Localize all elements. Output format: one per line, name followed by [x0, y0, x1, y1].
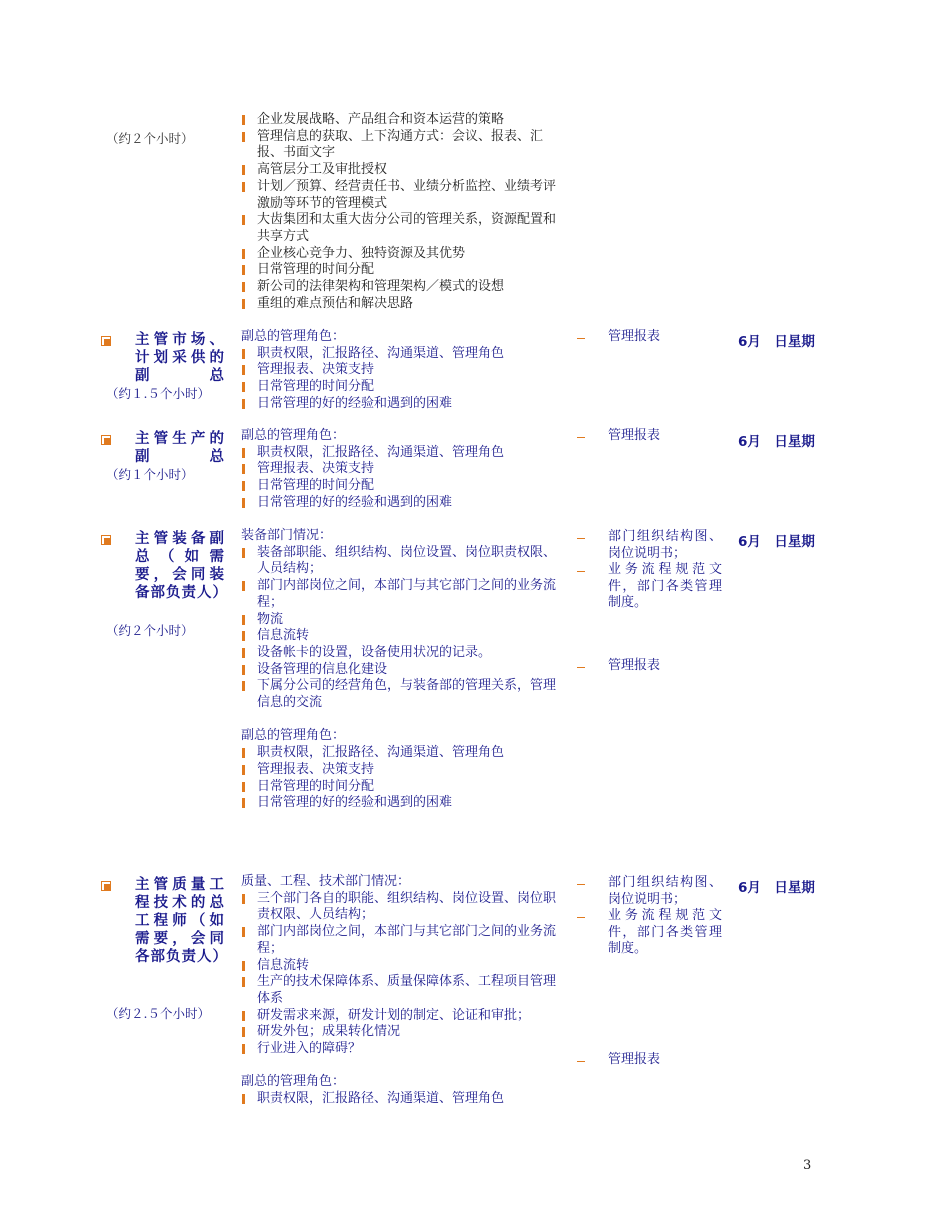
list-item: 物流	[241, 612, 566, 629]
dash-icon	[577, 437, 585, 438]
section-heading: 副总的管理角色：	[241, 329, 346, 344]
section1-title: 主管市场、计划采供的副总	[135, 332, 225, 384]
list-item: 重组的难点预估和解决思路	[241, 296, 566, 313]
list-item: 日常管理的时间分配	[241, 262, 566, 279]
checkbox-icon	[101, 535, 111, 545]
list-item: 职责权限，汇报路径、沟通渠道、管理角色	[241, 346, 566, 363]
section-heading: 副总的管理角色：	[241, 428, 346, 443]
section3-doc: 部门组织结构图、岗位说明书；	[608, 529, 722, 561]
section4-time: （约２.５个小时）	[106, 1006, 210, 1021]
list-item: 企业核心竞争力、独特资源及其优势	[241, 246, 566, 263]
dash-icon	[577, 571, 585, 572]
list-item: 信息流转	[241, 958, 566, 975]
list-item: 装备部职能、组织结构、岗位设置、岗位职责权限、人员结构；	[241, 545, 566, 578]
section2-title: 主管生产的副总	[135, 431, 225, 465]
list-item: 生产的技术保障体系、质量保障体系、工程项目管理体系	[241, 974, 566, 1007]
section2-time: （约１个小时）	[106, 467, 194, 482]
list-item: 日常管理的好的经验和遇到的困难	[241, 795, 566, 812]
list-item: 研发外包；成果转化情况	[241, 1024, 566, 1041]
section1-content	[241, 329, 566, 413]
section0-content	[241, 112, 566, 312]
list-item: 管理报表、决策支持	[241, 762, 566, 779]
list-item: 大齿集团和太重大齿分公司的管理关系，资源配置和共享方式	[241, 212, 566, 245]
list-item: 管理报表、决策支持	[241, 461, 566, 478]
section3-content	[241, 528, 566, 812]
list-item: 日常管理的时间分配	[241, 779, 566, 796]
dash-icon	[577, 538, 585, 539]
checkbox-icon	[101, 881, 111, 891]
section4-doc: 业务流程规范文件，部门各类管理制度。	[608, 908, 722, 956]
section4-content	[241, 874, 566, 1108]
list-item: 职责权限，汇报路径、沟通渠道、管理角色	[241, 1091, 566, 1108]
list-item: 部门内部岗位之间，本部门与其它部门之间的业务流程；	[241, 924, 566, 957]
list-item: 日常管理的时间分配	[241, 478, 566, 495]
section4-date: 6月 日星期	[738, 880, 815, 896]
checkbox-icon	[101, 336, 111, 346]
section4-title: 主管质量工程技术的总工程师（如需要，会同各部负责人）	[135, 877, 228, 965]
page-number: 3	[803, 1158, 812, 1173]
list-item: 计划／预算、经营责任书、业绩分析监控、业绩考评激励等环节的管理模式	[241, 179, 566, 212]
section1-doc: 管理报表	[608, 329, 661, 344]
list-item: 设备帐卡的设置，设备使用状况的记录。	[241, 645, 566, 662]
section2-doc: 管理报表	[608, 428, 661, 443]
dash-icon	[577, 1061, 585, 1062]
section-heading: 副总的管理角色：	[241, 728, 346, 744]
section-heading: 装备部门情况：	[241, 528, 333, 543]
dash-icon	[577, 917, 585, 918]
section1-time: （约１.５个小时）	[106, 386, 210, 401]
list-item: 下属分公司的经营角色，与装备部的管理关系，管理信息的交流	[241, 678, 566, 711]
section-heading: 副总的管理角色：	[241, 1074, 346, 1090]
section3-date: 6月 日星期	[738, 534, 815, 550]
section3-title: 主管装备副总（如需要，会同装备部负责人）	[135, 531, 228, 601]
list-item: 日常管理的好的经验和遇到的困难	[241, 495, 566, 512]
list-item: 职责权限，汇报路径、沟通渠道、管理角色	[241, 445, 566, 462]
list-item: 行业进入的障碍？	[241, 1041, 566, 1058]
section3-doc: 业务流程规范文件，部门各类管理制度。	[608, 562, 722, 610]
section3-time: （约２个小时）	[106, 623, 194, 638]
list-item: 信息流转	[241, 628, 566, 645]
section0-time: （约２个小时）	[106, 131, 194, 146]
list-item: 日常管理的时间分配	[241, 379, 566, 396]
section3-doc: 管理报表	[608, 658, 661, 673]
section-heading: 质量、工程、技术部门情况：	[241, 874, 411, 889]
list-item: 管理信息的获取、上下沟通方式：会议、报表、汇报、书面文字	[241, 129, 566, 162]
section4-doc: 管理报表	[608, 1052, 661, 1067]
list-item: 研发需求来源，研发计划的制定、论证和审批；	[241, 1008, 566, 1025]
list-item: 职责权限，汇报路径、沟通渠道、管理角色	[241, 745, 566, 762]
list-item: 新公司的法律架构和管理架构／模式的设想	[241, 279, 566, 296]
section4-doc: 部门组织结构图、岗位说明书；	[608, 875, 722, 907]
dash-icon	[577, 338, 585, 339]
section2-date: 6月 日星期	[738, 434, 815, 450]
dash-icon	[577, 667, 585, 668]
list-item: 三个部门各自的职能、组织结构、岗位设置、岗位职责权限、人员结构；	[241, 891, 566, 924]
list-item: 高管层分工及审批授权	[241, 162, 566, 179]
list-item: 设备管理的信息化建设	[241, 662, 566, 679]
list-item: 部门内部岗位之间，本部门与其它部门之间的业务流程；	[241, 578, 566, 611]
section1-date: 6月 日星期	[738, 334, 815, 350]
section2-content	[241, 428, 566, 512]
list-item: 管理报表、决策支持	[241, 362, 566, 379]
list-item: 企业发展战略、产品组合和资本运营的策略	[241, 112, 566, 129]
checkbox-icon	[101, 435, 111, 445]
dash-icon	[577, 884, 585, 885]
list-item: 日常管理的好的经验和遇到的困难	[241, 396, 566, 413]
